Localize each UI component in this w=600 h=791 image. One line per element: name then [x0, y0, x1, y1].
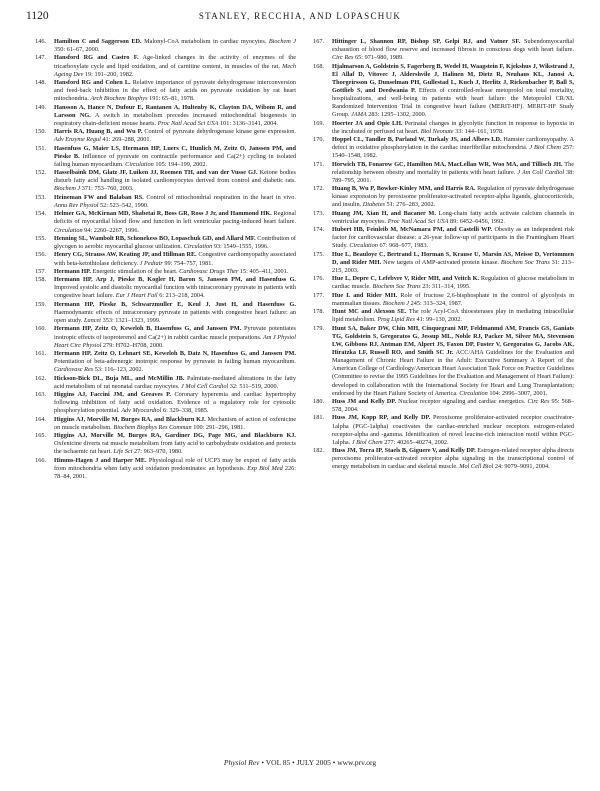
- reference-entry: [304, 325, 574, 398]
- reference-number: 180.: [313, 397, 324, 405]
- reference-citation: 226: 78–84, 2001.: [54, 464, 296, 480]
- reference-title: Regional deficits of myocardial blood flow and function in left ventricular pacing-induced heart failure.: [54, 210, 296, 226]
- reference-entry: [26, 432, 296, 456]
- reference-number: 172.: [313, 185, 324, 193]
- reference-entry: [26, 276, 296, 300]
- reference-authors: Harris RA, Huang B, and Wu P.: [54, 128, 143, 136]
- reference-number: 163.: [35, 391, 46, 399]
- reference-authors: Hermann HP, Zeitz O, Keweloh B, Hasenfuss G, and Janssen PM.: [54, 325, 242, 333]
- reference-journal: Diabetes: [362, 201, 385, 209]
- reference-authors: Hoerter JA and Opie LH.: [332, 119, 403, 127]
- reference-citation: 6: 329–338, 1985.: [161, 407, 209, 415]
- reference-number: 168.: [313, 62, 324, 70]
- reference-number: 182.: [313, 447, 324, 455]
- reference-entry: [26, 79, 296, 103]
- reference-number: 156.: [35, 251, 46, 259]
- reference-title: Congestive cardiomyopathy associated with beta-ketothiolase deficiency.: [54, 251, 296, 267]
- reference-citation: 27: 963–970, 1980.: [132, 448, 183, 456]
- reference-title: Coronary hyperemia and cardiac hypertrophy following inhibition of fatty acid oxidation. Evidence of a regulatory role for cytosolic phosphorylation potential.: [54, 391, 296, 415]
- reference-journal: Biochem J: [54, 185, 81, 193]
- footer-details: • VOL 85 • JULY 2005 • www.prv.org: [259, 758, 377, 767]
- reference-authors: Heineman FW and Balaban RS.: [54, 193, 144, 201]
- reference-journal: Lancet: [83, 317, 101, 325]
- reference-authors: Hickson-Bick DL, Buja ML, and McMillin JB.: [54, 374, 185, 382]
- reference-authors: Helmer GA, McKirnan MD, Shabetai R, Boss GR, Ross J Jr, and Hammond HK.: [54, 210, 272, 218]
- reference-journal: Biochem Soc Trans: [500, 258, 550, 266]
- reference-journal: Adv Enzyme Regul: [54, 136, 101, 144]
- reference-number: 153.: [35, 193, 46, 201]
- reference-authors: Hermann HP, Zeitz O, Lehnart SE, Keweloh B, Datz N, Hasenfuss G, and Janssen PM.: [54, 350, 296, 358]
- reference-entry: [304, 210, 574, 226]
- page-number: 1120: [26, 10, 49, 22]
- reference-entry: [26, 416, 296, 432]
- reference-authors: Higgins AJ, Morville M, Burges RA, and Blackburn KJ.: [54, 415, 206, 423]
- reference-citation: 371: 753–760, 2003.: [80, 185, 134, 193]
- reference-entry: [26, 301, 296, 325]
- reference-journal: Circulation: [459, 389, 488, 397]
- reference-authors: Hermann HP, Arp J, Pieske B, Kogler H, Baron S, Janssen PM, and Hasenfuss G.: [54, 276, 296, 284]
- reference-journal: Proc Natl Acad Sci USA: [387, 217, 449, 225]
- reference-entry: [304, 398, 574, 414]
- reference-title: Control of pyruvate dehydrogenase kinase gene expression.: [142, 128, 296, 136]
- reference-title: Malonyl-CoA metabolism in cardiac myocytes.: [141, 38, 269, 45]
- reference-entry: [26, 350, 296, 374]
- reference-title: Haemodynamic effects of intracoronary pyruvate in patients with congestive heart failure: an open study.: [54, 308, 296, 325]
- reference-journal: Mol Cell Biol: [459, 463, 494, 471]
- reference-entry: [26, 325, 296, 349]
- reference-authors: Hansford RG and Cohen L.: [54, 79, 131, 87]
- reference-title: Long-chain fatty acids activate calcium channels in ventricular myocytes.: [332, 209, 574, 225]
- reference-title: The role Acyl-CoA thioesterases play in mediating intracellular lipid metabolism.: [332, 308, 574, 324]
- reference-authors: Hue L, Beauloye C, Bertrand L, Horman S, Krause U, Marsin AS, Meisse D, Vertommen D, and Rider MH.: [332, 250, 574, 266]
- reference-title: New targets of AMP-activated protein kinase.: [381, 258, 501, 266]
- reference-authors: Hansson A, Hance N, Dufour E, Rantanen A, Hultenby K, Clayton DA, Wibom R, and Larsson NG.: [54, 103, 296, 119]
- reference-citation: 6: 213–218, 2004.: [157, 292, 205, 300]
- reference-citation: 15: 405–411, 2001.: [238, 267, 289, 275]
- reference-citation: 245: 313–324, 1987.: [409, 299, 463, 307]
- reference-title: Perinatal changes in glycolytic function in response to hypoxia in the incubated or perfused rat heart.: [332, 119, 574, 135]
- reference-title: Relative importance of pyruvate dehydrogenase interconversion and feed-back inhibition in the effect of fatty acids on pyruvate oxidation by rat heart mitochondria.: [54, 79, 296, 103]
- reference-title: Improved systolic and diastolic myocardial function with intracoronary pyruvate in patients with congestive heart failure.: [54, 284, 296, 300]
- reference-authors: Henry CG, Strauss AW, Keating JP, and Hillman RE.: [54, 251, 197, 259]
- reference-authors: Huss JM, Torra IP, Staels B, Giguere V, and Kelly DP.: [332, 447, 476, 455]
- reference-journal: Circulation: [125, 160, 154, 168]
- reference-number: 177.: [313, 291, 324, 299]
- reference-citation: 23: 311–314, 1995.: [420, 283, 471, 291]
- reference-title: Potentiation of beta-adrenergic inotropic response by pyruvate in failing human myocardium.: [54, 358, 296, 366]
- reference-authors: Higgins AJ, Morville M, Burges RA, Gardiner DG, Page MG, and Blackburn KJ.: [54, 432, 296, 440]
- reference-journal: Proc Natl Acad Sci USA: [157, 119, 219, 127]
- reference-journal: J Biol Chem: [529, 144, 561, 152]
- footer-citation: [26, 758, 574, 767]
- reference-journal: Cardiovasc Drugs Ther: [179, 267, 239, 275]
- reference-authors: Horwich TB, Fonarow GC, Hamilton MA, MacLellan WR, Woo MA, and Tillisch JH.: [332, 160, 563, 168]
- reference-journal: Biochem Biophys Res Commun: [113, 423, 192, 431]
- reference-entry: [26, 194, 296, 210]
- reference-entry: [304, 38, 574, 62]
- reference-citation: 19: 191–200, 1982.: [83, 70, 134, 78]
- reference-journal: Am J Physiol Heart Circ Physiol: [54, 333, 296, 349]
- reference-journal: J Biol Chem: [351, 438, 383, 446]
- reference-title: Pyruvate potentiates inotropic effects of isoproterenol and Ca(2+) in rabbit cardiac muscle preparations.: [54, 325, 296, 341]
- reference-number: 176.: [313, 275, 324, 283]
- reference-entry: [304, 120, 574, 136]
- reference-number: 167.: [313, 38, 324, 45]
- page-header: [26, 10, 574, 30]
- reference-title: Effects of controlled-release metoprolol on total mortality, hospitalizations, and well-being in patients with heart failure: the Metoprolol CR/XL Randomized Intervention Trial in congestive heart failure (MERIT-HF). MERIT-HF Study Group.: [332, 86, 574, 119]
- reference-citation: 350: 61–67, 2000.: [54, 46, 100, 54]
- reference-title: ACC/AHA Guidelines for the Evaluation and Management of Chronic Heart Failure in the Adult: Executive Summary A Report of the American College of Cardiology/American Heart Association Task Force on Practice Guidelines (Committee to revise the 1995 Guidelines for the Evaluation and Management of Heart Failure): developed in collaboration with the International Society for Heart and Lung Transplantation; endorsed by the Heart Failure Society of America.: [332, 349, 574, 397]
- reference-number: 170.: [313, 136, 324, 144]
- reference-citation: 104: 2996–3007, 2001.: [487, 389, 548, 397]
- reference-title: Peroxisome proliferator-activated receptor coactivator-1alpha (PGC-1alpha) coactivates the cardiac-enriched nuclear receptors estrogen-related receptor-alpha and -gamma. Identification of novel leucine-rich interaction motif within PGC-1alpha.: [332, 414, 574, 446]
- reference-citation: 41: 269–288, 2001.: [100, 136, 152, 144]
- reference-authors: Hunt SA, Baker DW, Chin MH, Cinquegrani MP, Feldmanmd AM, Francis GS, Ganiats TG, Goldstein S, Gregoratos G, Jessup ML, Noble RJ, Packer M, Silver MA, Stevenson LW, Gibbons RJ, Antman EM, Alpert JS, Faxon DP, Fuster V, Gregoratos G, Jacobs AK, Hiratzka LF, Russell RO, and Smith SC Jr.: [332, 324, 574, 357]
- reference-citation: 93: 1549–1555, 1996.: [212, 243, 269, 251]
- reference-title: Hamster cardiomyopathy. A defect in oxidative phosphorylation in the cardiac interfibrillar mitochondria.: [332, 136, 574, 152]
- reference-number: 148.: [35, 79, 46, 87]
- reference-authors: Hamilton C and Saggerson ED.: [54, 38, 142, 45]
- reference-authors: Hermann HP.: [54, 267, 91, 275]
- reference-journal: Biochem J: [268, 38, 296, 45]
- reference-title: Estrogen-related receptor alpha directs peroxisome proliferator-activated receptor alpha signaling in the transcriptional control of energy metabolism in cardiac and skeletal muscle.: [332, 447, 574, 471]
- reference-citation: 31: 213–215, 2003.: [332, 258, 574, 274]
- reference-entry: [304, 275, 574, 291]
- reference-title: Ketone bodies disturb fatty acid handling in isolated cardiomyocytes derived from control and diabetic rats.: [54, 169, 296, 185]
- reference-journal: Life Sci: [113, 448, 133, 456]
- reference-number: 162.: [35, 374, 46, 382]
- reference-journal: Biochem Soc Trans: [372, 283, 421, 291]
- reference-entry: [304, 226, 574, 250]
- reference-number: 150.: [35, 128, 46, 136]
- reference-citation: 67: 968–977, 1983.: [377, 242, 429, 250]
- reference-entry: [26, 145, 296, 169]
- reference-authors: Hunt MC and Alexson SE.: [332, 308, 407, 316]
- reference-authors: Hubert HB, Feinleib M, McNamara PM, and Castelli WP.: [332, 226, 493, 234]
- reference-number: 155.: [35, 234, 46, 242]
- reference-citation: 105: 194–199, 2002.: [153, 160, 208, 168]
- reference-entry: [304, 136, 574, 160]
- reference-authors: Hoppel CL, Tandler B, Parland W, Turkaly JS, and Albers LD.: [332, 136, 502, 144]
- reference-title: Control of mitochondrial respiration in the heart in vivo.: [143, 193, 296, 201]
- reference-title: Nuclear receptor signaling and cardiac energetics.: [396, 397, 528, 405]
- reference-authors: Hue L and Rider MH.: [332, 291, 398, 299]
- reference-citation: 101: 3136–3141, 2004.: [218, 119, 278, 127]
- reference-authors: Huang B, Wu P, Bowker-Kinley MM, and Harris RA.: [332, 185, 476, 193]
- reference-citation: 24: 9079–9091, 2004.: [493, 463, 550, 471]
- reference-journal: Prog Lipid Res: [377, 316, 415, 324]
- reference-citation: 53: 116–123, 2002.: [93, 366, 144, 374]
- reference-title: Physiological role of UCP3 may be export of fatty acids from mitochondria when fatty acid oxidation predominates: an hypothesis.: [54, 456, 296, 472]
- reference-citation: 100: 291–296, 1981.: [191, 423, 245, 431]
- reference-entry: [26, 54, 296, 78]
- reference-journal: Circulation: [54, 226, 83, 234]
- reference-citation: 65: 971–980, 1989.: [353, 54, 404, 62]
- reference-entry: [304, 292, 574, 308]
- references-right-column: [304, 38, 574, 472]
- reference-title: Subendomyocardial exhaustion of blood flow reserve and increased fibrosis in conscious dogs with heart failure.: [332, 38, 574, 54]
- reference-number: 178.: [313, 308, 324, 316]
- reference-number: 175.: [313, 250, 324, 258]
- reference-number: 165.: [35, 432, 46, 440]
- reference-number: 149.: [35, 103, 46, 111]
- reference-authors: Himms-Hagen J and Harper ME.: [54, 456, 147, 464]
- reference-authors: Huss JM, Kopp RP, and Kelly DP.: [332, 414, 431, 422]
- reference-citation: 279: H702–H708, 2000.: [101, 341, 164, 349]
- reference-number: 158.: [35, 276, 46, 284]
- reference-number: 157.: [35, 267, 46, 275]
- reference-entry: [26, 235, 296, 251]
- reference-citation: 32: 511–519, 2000.: [228, 382, 279, 390]
- reference-journal: Exp Biol Med: [247, 464, 283, 472]
- reference-citation: 95: 568–578, 2004.: [332, 397, 574, 414]
- reference-title: Mechanism of action of oxfenicine on muscle metabolism.: [54, 415, 296, 431]
- reference-number: 147.: [35, 54, 46, 62]
- reference-title: Regulation of glucose metabolism in cardiac muscle.: [332, 275, 575, 291]
- reference-entry: [304, 308, 574, 324]
- reference-journal: Circulation: [349, 242, 378, 250]
- reference-journal: Annu Rev Physiol: [54, 201, 99, 209]
- reference-number: 161.: [35, 350, 46, 358]
- reference-entry: [26, 210, 296, 234]
- reference-entry: [26, 38, 296, 54]
- reference-title: Oxfenicine diverts rat muscle metabolism from fatty acid to carbohydrate oxidation and protects the ischaemic rat heart.: [54, 440, 296, 456]
- reference-journal: JAMA: [351, 111, 367, 119]
- reference-entry: [304, 185, 574, 209]
- running-head: STANLEY, RECCHIA, AND LOPASCHUK: [198, 11, 402, 21]
- reference-number: 169.: [313, 119, 324, 127]
- reference-authors: Hue L, Depre C, Lefebvre V, Rider MH, and Veitch K.: [332, 275, 480, 283]
- reference-journal: Eur J Heart Fail: [115, 292, 158, 300]
- reference-citation: 353: 1321–1323, 1999.: [101, 317, 161, 325]
- reference-title: Influence of pyruvate on contractile performance and Ca(2+) cycling in isolated failing human myocardium.: [54, 152, 296, 168]
- reference-citation: 257: 1540–1548, 1982.: [332, 144, 574, 160]
- reference-authors: Hjalmarson A, Goldstein S, Fagerberg B, Wedel H, Waagstein F, Kjekshus J, Wikstrand J, El Allaf D, Vitovec J, Aldershvile J, Halinen M, Dietz R, Neuhaus KL, Janosi A, Thorgeirsson G, Dunselman PH, Gullestad L, Kuch J, Herlitz J, Rickenbacher P, Ball S, Gottlieb S, and Deedwania P.: [332, 62, 574, 94]
- reference-citation: 277: 40265–40274, 2002.: [382, 438, 449, 446]
- reference-citation: 99: 754–757, 1981.: [162, 259, 213, 267]
- reference-journal: Circ Res: [527, 397, 550, 405]
- reference-title: Role of fructose 2,6-bisphosphate in the control of glycolysis in mammalian tissues.: [332, 291, 574, 307]
- reference-title: Contribution of glycogen to aerobic myocardial glucose utilization.: [54, 234, 296, 251]
- reference-entry: [304, 251, 574, 275]
- reference-citation: 283: 1295–1302, 2000.: [366, 111, 427, 119]
- reference-entry: [26, 268, 296, 276]
- reference-authors: Hasenfuss G, Maier LS, Hermann HP, Luers C, Hunlich M, Zeitz O, Janssen PM, and Pieske B.: [54, 144, 296, 160]
- reference-number: 152.: [35, 169, 46, 177]
- reference-authors: Hermann HP, Pieske B, Schwarzmuller E, Keul J, Just H, and Hasenfuss G.: [54, 300, 296, 308]
- references-left-column: [26, 38, 296, 481]
- reference-journal: Arch Biochem Biophys: [90, 95, 148, 103]
- reference-entry: [26, 391, 296, 415]
- page-footer: [26, 758, 574, 786]
- reference-title: Palmitate-mediated alterations in the fatty acid metabolism of rat neonatal cardiac myocytes.: [54, 374, 296, 390]
- reference-title: Energetic stimulation of the heart.: [90, 267, 180, 275]
- reference-entry: [304, 414, 574, 446]
- reference-number: 146.: [35, 38, 46, 45]
- reference-title: A switch in metabolism precedes increased mitochondrial biogenesis in respiratory chain-deficient mouse hearts.: [54, 111, 296, 127]
- reference-title: Regulation of pyruvate dehydrogenase kinase expression by peroxisome proliferator-activated receptor-alpha ligands, glucocorticoids, and insulin.: [332, 185, 574, 209]
- reference-citation: 94: 2260–2267, 1996.: [82, 226, 140, 234]
- reference-authors: Huss JM and Kelly DP.: [332, 397, 397, 405]
- reference-journal: J Mol Cell Cardiol: [181, 382, 229, 390]
- reference-journal: Biochem J: [382, 299, 410, 307]
- reference-entry: [26, 375, 296, 391]
- reference-journal: Circulation: [183, 243, 213, 251]
- reference-authors: Hittinger L, Shannon RP, Bishop SP, Gelpi RJ, and Vatner SF.: [332, 38, 521, 45]
- reference-number: 171.: [313, 160, 324, 168]
- reference-entry: [26, 104, 296, 128]
- reference-citation: 52: 523–542, 1990.: [98, 201, 149, 209]
- reference-number: 159.: [35, 300, 46, 308]
- reference-title: The relationship between obesity and mortality in patients with heart failure.: [332, 160, 574, 176]
- reference-journal: Mech Ageing Dev: [54, 62, 296, 78]
- reference-entry: [304, 63, 574, 120]
- reference-number: 179.: [313, 324, 324, 332]
- reference-citation: 191: 65–81, 1978.: [147, 95, 195, 103]
- reference-number: 160.: [35, 325, 46, 333]
- reference-authors: Higgins AJ, Faccini JM, and Greaves P.: [54, 391, 171, 399]
- reference-number: 164.: [35, 415, 46, 423]
- reference-number: 181.: [313, 414, 324, 422]
- reference-citation: 33: 144–161, 1978.: [453, 127, 504, 135]
- reference-journal: Circ Res: [332, 54, 354, 62]
- reference-journal: J Pediatr: [139, 259, 163, 267]
- reference-number: 166.: [35, 456, 46, 464]
- reference-number: 154.: [35, 210, 46, 218]
- reference-title: Obesity as an independent risk factor for cardiovascular disease: a 26-year follow-up of participants in the Framingham Heart Study.: [332, 226, 574, 250]
- reference-journal: Biol Neonate: [420, 127, 454, 135]
- reference-journal: Adv Myocardiol: [121, 407, 162, 415]
- reference-journal: Cardiovasc Res: [54, 366, 94, 374]
- reference-number: 173.: [313, 209, 324, 217]
- reference-number: 174.: [313, 226, 324, 234]
- reference-entry: [26, 457, 296, 481]
- reference-entry: [26, 169, 296, 193]
- reference-title: Age-linked changes in the activity of enzymes of the tricarboxylate cycle and lipid oxidation, and of carnitine content, in muscles of the rat.: [54, 54, 296, 70]
- footer-journal: Physiol Rev: [223, 758, 260, 767]
- reference-citation: 38: 789–795, 2001.: [332, 168, 574, 184]
- reference-citation: 51: 276–283, 2002.: [384, 201, 436, 209]
- reference-number: 151.: [35, 144, 46, 152]
- reference-citation: 41: 99–130, 2002.: [414, 316, 462, 324]
- reference-authors: Huang JM, Xian H, and Bacaner M.: [332, 209, 436, 217]
- reference-citation: 89: 6452–6456, 1992.: [448, 217, 505, 225]
- reference-entry: [304, 447, 574, 471]
- reference-entry: [26, 251, 296, 267]
- reference-entry: [26, 128, 296, 144]
- reference-entry: [304, 161, 574, 185]
- reference-journal: J Am Coll Cardiol: [517, 168, 565, 176]
- reference-authors: Henning SL, Wambolt RB, Schonekess BO, Lopaschuk GD, and Allard MF.: [54, 234, 256, 242]
- reference-authors: Hasselbaink DM, Glatz JF, Luiken JJ, Roemen TH, and van der Vusse GJ.: [54, 169, 258, 177]
- reference-authors: Hansford RG and Castro F.: [54, 54, 139, 62]
